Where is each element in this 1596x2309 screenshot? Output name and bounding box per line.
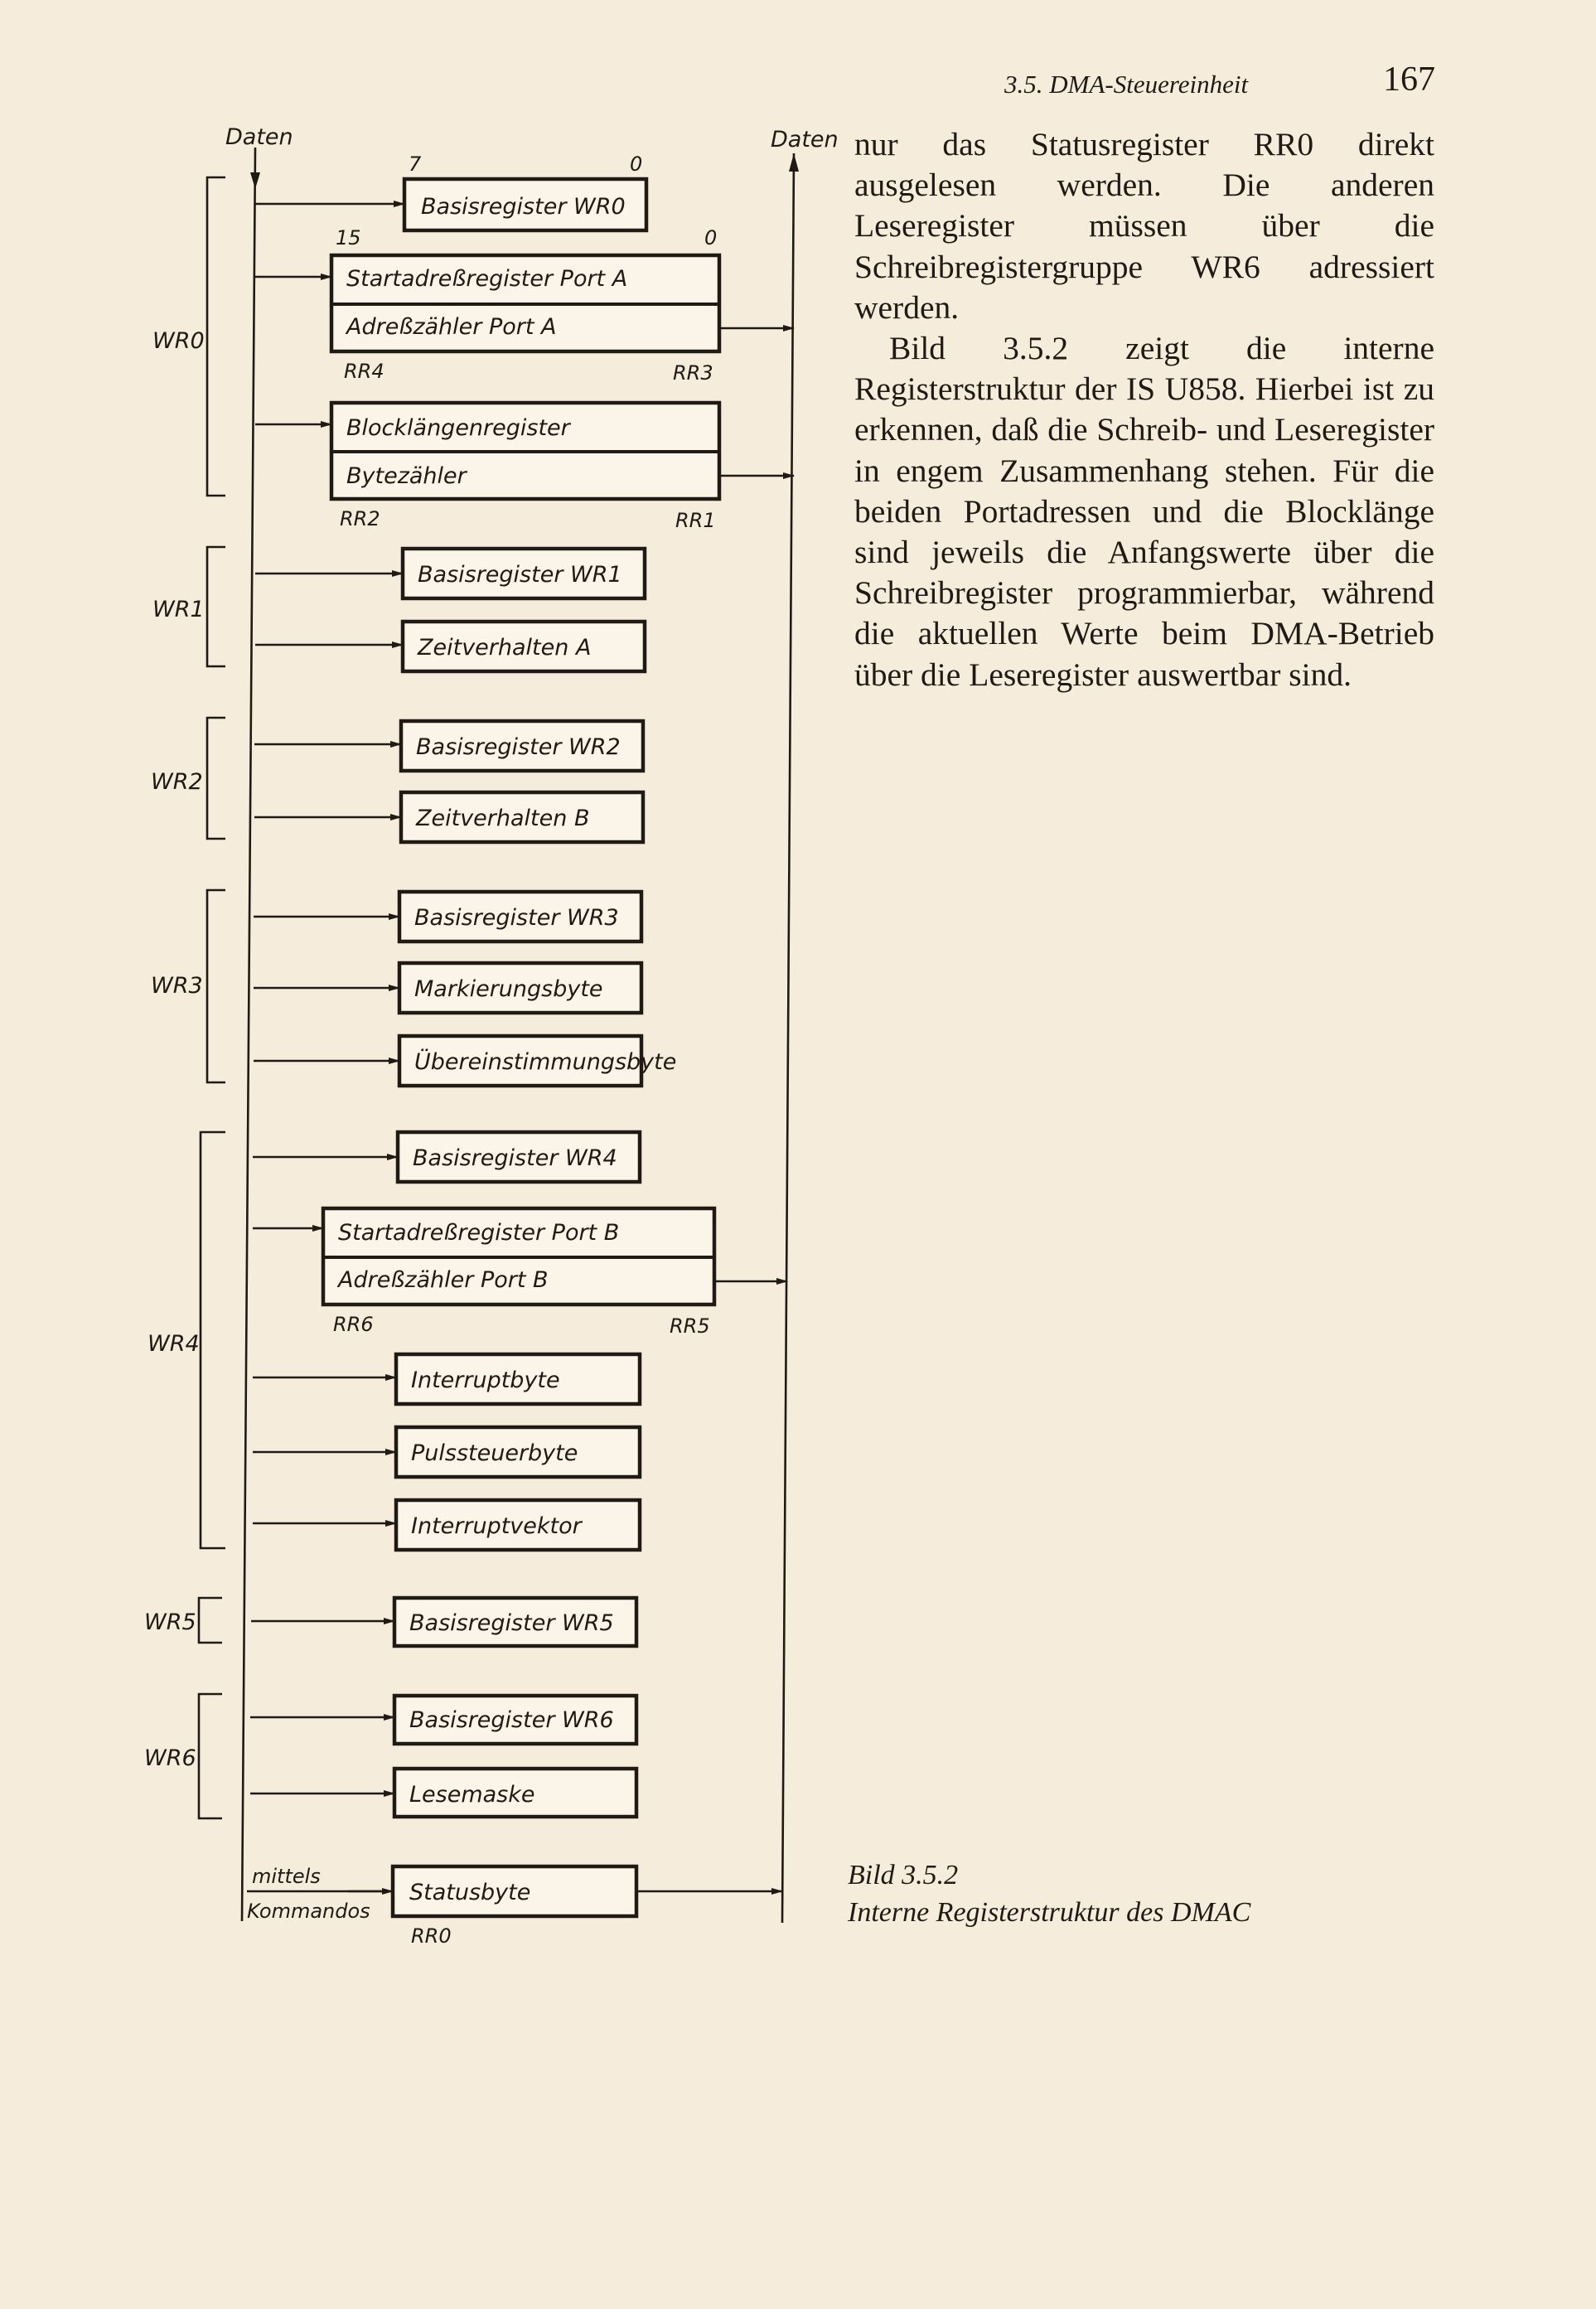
group-bracket-wr4 xyxy=(201,1132,225,1548)
rr-label: RR5 xyxy=(670,1314,710,1338)
section-title: 3.5. DMA-Steuereinheit xyxy=(1004,70,1249,99)
bus-label-right: Daten xyxy=(771,127,839,152)
register-label: Basisregister WR2 xyxy=(416,734,621,760)
bit-label-15: 15 xyxy=(336,226,361,249)
register-label: Markierungsbyte xyxy=(414,976,603,1002)
register-label: Übereinstimmungsbyte xyxy=(414,1049,677,1075)
group-bracket-wr0 xyxy=(207,177,225,496)
register-label: Startadreßregister Port B xyxy=(338,1220,620,1246)
rr-label: RR3 xyxy=(673,361,713,385)
register-label: Adreßzähler Port B xyxy=(338,1267,549,1293)
group-bracket-wr5 xyxy=(199,1598,222,1643)
figure-number: Bild 3.5.2 xyxy=(848,1860,959,1890)
command-label: mittels xyxy=(252,1865,321,1888)
group-bracket-wr6 xyxy=(199,1694,222,1818)
register-label: Interruptbyte xyxy=(411,1367,560,1393)
register-label: Basisregister WR4 xyxy=(413,1145,617,1171)
register-label: Basisregister WR6 xyxy=(409,1707,614,1733)
group-label-wr0: WR0 xyxy=(152,328,205,354)
register-label: Lesemaske xyxy=(409,1782,535,1808)
data-bus-right xyxy=(782,153,794,1923)
paragraph: Bild 3.5.2 zeigt die interne Registerstruktur der IS U858. Hierbei ist zu erkennen, daß die Schreib- und Leseregister in engem Zusammenhang stehen. Für die beiden Portadressen und die Blocklänge sind jeweils die Anfangswerte über die Schreibregister programmierbar, während die aktuellen Werte beim DMA-Betrieb über die Leseregister auswertbar sind. xyxy=(854,330,1434,693)
group-bracket-wr1 xyxy=(207,547,225,666)
register-label: Basisregister WR0 xyxy=(421,194,626,220)
group-label-wr2: WR2 xyxy=(151,769,203,795)
register-label: Basisregister WR5 xyxy=(409,1610,614,1636)
paragraph: nur das Statusregister RR0 direkt ausgelesen werden. Die anderen Leseregister müssen über die Schreibregistergruppe WR6 adressiert werden. xyxy=(854,126,1434,326)
rr-label: RR6 xyxy=(333,1313,374,1336)
register-label: Basisregister WR3 xyxy=(414,905,619,931)
register-label: Startadreßregister Port A xyxy=(346,266,628,292)
group-label-wr4: WR4 xyxy=(148,1331,200,1357)
register-label: Statusbyte xyxy=(409,1880,531,1905)
register-label: Bytezähler xyxy=(346,463,467,489)
bit-label-0: 0 xyxy=(630,152,643,176)
group-label-wr3: WR3 xyxy=(151,973,203,999)
group-label-wr6: WR6 xyxy=(144,1745,196,1771)
group-label-wr5: WR5 xyxy=(144,1610,196,1635)
register-label: Pulssteuerbyte xyxy=(411,1440,578,1466)
register-label: Basisregister WR1 xyxy=(418,562,622,588)
register-label: Blocklängenregister xyxy=(346,415,570,441)
group-bracket-wr2 xyxy=(207,718,225,839)
register-label: Zeitverhalten A xyxy=(418,635,592,661)
figure-title: Interne Registerstruktur des DMAC xyxy=(848,1897,1251,1928)
register-label: Adreßzähler Port A xyxy=(346,314,557,340)
rr-label: RR4 xyxy=(344,360,384,383)
register-label: Interruptvektor xyxy=(411,1513,582,1539)
bus-label-left: Daten xyxy=(225,124,293,150)
rr-label: RR1 xyxy=(675,509,716,532)
group-label-wr1: WR1 xyxy=(152,597,205,622)
command-label: Kommandos xyxy=(247,1900,370,1923)
bit-label-7: 7 xyxy=(409,152,422,176)
register-label: Zeitverhalten B xyxy=(416,806,590,831)
group-bracket-wr3 xyxy=(207,890,225,1082)
page-number: 167 xyxy=(1383,61,1435,99)
rr-label: RR0 xyxy=(411,1924,452,1948)
rr-label: RR2 xyxy=(340,507,380,530)
bus-left-arrow xyxy=(250,172,260,189)
bit-label-0: 0 xyxy=(704,226,718,249)
bus-right-arrow xyxy=(789,153,799,172)
data-bus-left xyxy=(242,148,255,1921)
